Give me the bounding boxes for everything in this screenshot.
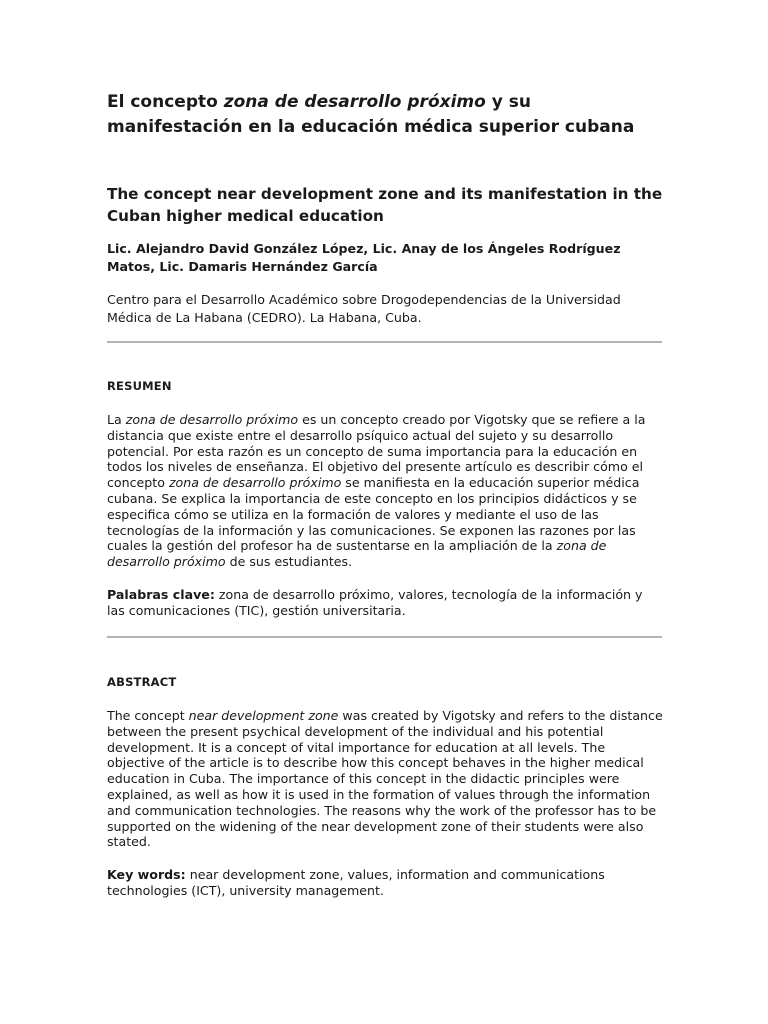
title-es-part1: El concepto <box>107 92 224 112</box>
resumen-keywords <box>107 587 663 619</box>
resumen-text-1: La <box>107 412 126 427</box>
resumen-heading: RESUMEN <box>107 379 172 393</box>
title-es-italic: zona de desarrollo próximo <box>223 92 486 112</box>
divider-middle <box>107 636 662 638</box>
abstract-body <box>107 708 663 850</box>
title-es-part2: y su manifestación en la educación médica superior cubana <box>107 92 635 137</box>
abstract-text-2: was created by Vigotsky and refers to the distance between the present psychical development of the individual and his potential development. It is a concept of vital importance for education at all levels. The objective of the article is to describe how this concept behaves in the higher medical education in Cuba. The importance of this concept in the didactic principles were explained, as well as how it is used in the formation of values through the information and communication technologies. The reasons why the work of the professor has to be supported on the widening of the near development zone of their students were also stated. <box>107 708 663 850</box>
title-english: The concept near development zone and its manifestation in the Cuban higher medical education <box>107 185 663 225</box>
abstract-text-1: The concept <box>107 708 189 723</box>
resumen-text-4: de sus estudiantes. <box>225 554 353 570</box>
resumen-text-2: es un concepto creado por Vigotsky que se refiere a la distancia que existe entre el desarrollo psíquico actual del sujeto y su desarrollo potencial. Por esta razón es un concepto de suma importancia para la educación en todos los niveles de enseñanza. El objetivo del presente artículo es describir cómo el concepto <box>107 412 646 491</box>
abstract-italic-1: near development zone <box>188 708 339 723</box>
divider-top <box>107 341 662 343</box>
palabras-clave-text: zona de desarrollo próximo, valores, tecnología de la información y las comunicaciones (TIC), gestión universitaria. <box>107 587 643 618</box>
resumen-italic-3: zona de desarrollo próximo <box>107 538 607 570</box>
abstract-heading: ABSTRACT <box>107 675 177 689</box>
authors: Lic. Alejandro David González López, Lic. Anay de los Ángeles Rodríguez Matos, Lic. Damaris Hernández García <box>107 241 621 274</box>
affiliation: Centro para el Desarrollo Académico sobre Drogodependencias de la Universidad Médica de La Habana (CEDRO). La Habana, Cuba. <box>107 292 621 325</box>
key-words-label: Key words: <box>107 867 186 882</box>
palabras-clave-label: Palabras clave: <box>107 587 215 602</box>
abstract-keywords <box>107 867 663 899</box>
resumen-body <box>107 412 663 570</box>
key-words-text: near development zone, values, information and communications technologies (ICT), university management. <box>107 867 605 898</box>
title-spanish <box>107 90 663 140</box>
resumen-italic-1: zona de desarrollo próximo <box>125 412 299 427</box>
resumen-italic-2: zona de desarrollo próximo <box>168 475 342 491</box>
resumen-text-3: se manifiesta en la educación superior médica cubana. Se explica la importancia de este concepto en los principios didácticos y se especifica cómo se utiliza en la formación de valores y mediante el uso de las tecnologías de la información y las comunicaciones. Se exponen las razones por las cuales la gestión del profesor ha de sustentarse en la ampliación de la <box>107 475 640 554</box>
